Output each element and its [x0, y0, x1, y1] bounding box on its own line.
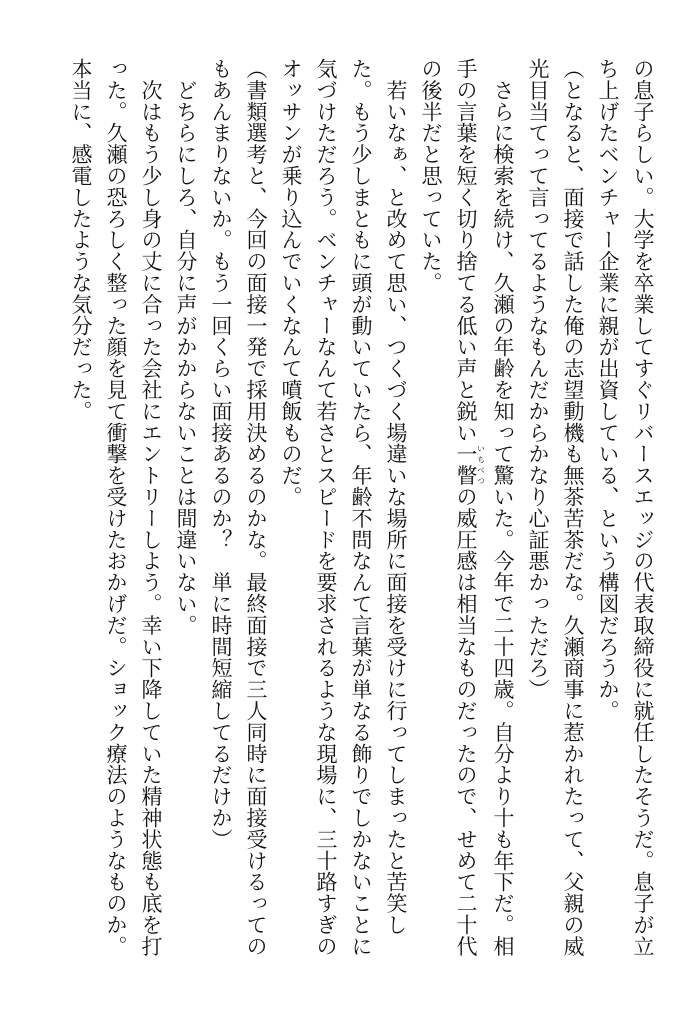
text-line-17: 本当に、感電したような気分だった。 — [69, 58, 93, 422]
text-line-6-start: 手の言葉を短く切り捨てる低い声と鋭い — [454, 58, 478, 444]
text-line-12: （書類選考と、今回の面接一発で採用決めるのかな。最終面接で三人同時に面接受けるっての — [244, 58, 268, 957]
text-line-6 — [448, 58, 485, 958]
text-line-6-end: の威圧感は相当なものだったので、せめて二十代 — [454, 486, 478, 957]
vertical-text-body — [30, 58, 660, 958]
text-line-14: どちらにしろ、自分に声がかからないことは間違いない。 — [174, 58, 198, 636]
ruby-reading: いちべつ — [476, 443, 486, 486]
text-line-16: った。久瀬の恐ろしく整った顔を見て衝撃を受けたおかげだ。ショック療法のようなものか。 — [104, 58, 128, 957]
text-line-13: もあんまりないか。もう一回くらい面接あるのか？ 単に時間短縮してるだけか） — [209, 58, 233, 850]
ruby-base: 一瞥 — [454, 443, 478, 487]
text-line-1: の息子らしい。大学を卒業してすぐリバースエッジの代表取締役に就任したそうだ。息子が立 — [631, 58, 655, 957]
text-line-5: さらに検索を続け、久瀬の年齢を知って驚いた。今年で二十四歳。自分より十も年下だ。相 — [491, 58, 515, 957]
text-line-9: た。もう少しまともに頭が動いていたら、年齢不問なんて言葉が単なる飾りでしかないことに — [349, 58, 373, 957]
text-line-15: 次はもう少し身の丈に合った会社にエントリーしよう。幸い下降していた精神状態も底を打 — [139, 58, 163, 957]
text-line-8: 若いなぁ、と改めて思い、つくづく場違いな場所に面接を受けに行ってしまったと苦笑し — [384, 58, 408, 936]
text-line-3: （となると、面接で話した俺の志望動機も無茶苦茶だな。久瀬商事に惹かれたって、父親の威 — [561, 58, 585, 957]
ruby-word — [454, 443, 486, 487]
text-line-4: 光目当てって言ってるようなもんだからかなり心証悪かっただろ） — [526, 58, 550, 700]
text-line-7: の後半だと思っていた。 — [419, 58, 443, 294]
text-line-11: オッサンが乗り込んでいくなんて噴飯ものだ。 — [279, 58, 303, 508]
text-line-10: 気づけただろう。ベンチャーなんて若さとスピードを要求されるような現場に、三十路すぎの — [314, 58, 338, 957]
text-line-2: ち上げたベンチャー企業に親が出資している、という構図だろうか。 — [596, 58, 620, 722]
